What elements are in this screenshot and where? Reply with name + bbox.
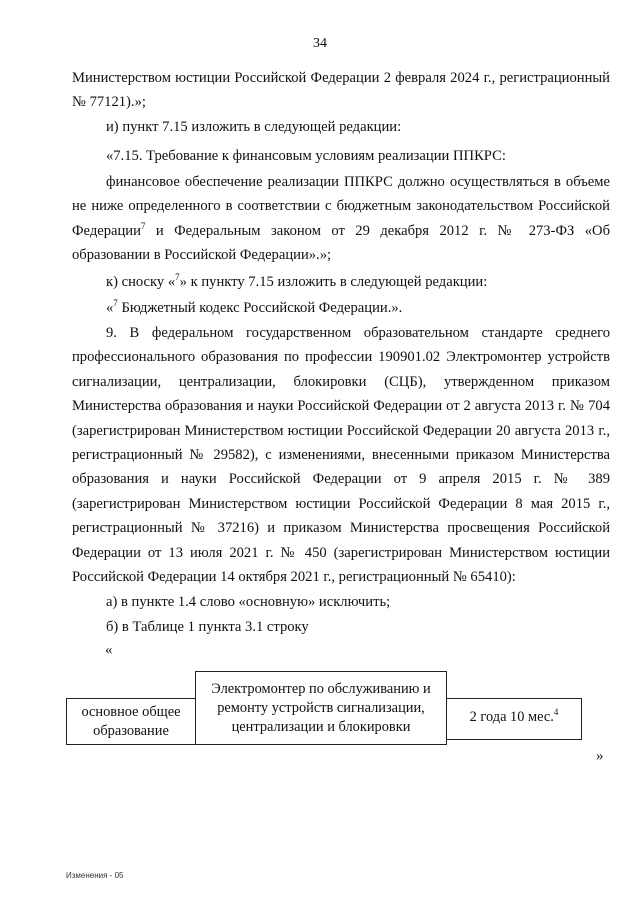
paragraph-text: [72, 296, 610, 320]
paragraph-text-part: к) сноску «: [106, 274, 176, 290]
page-number: 34: [313, 36, 327, 51]
paragraph-text: 9. В федеральном государственном образовательном стандарте среднего профессионального образования по профессии 190901.02 Электромонтер устройств сигнализации, централизации, блокировки (СЦБ), утвержденном приказом Министерства образования и науки Российской Федерации от 2 августа 2013 г. № 704 (зарегистрирован Министерством юстиции Российской Федерации 20 августа 2013 г., регистрационный № 29582), с изменениями, внесенными приказом Министерства образования и науки Российской Федерации от 9 апреля 2015 г. № 389 (зарегистрирован Министерством юстиции Российской Федерации 8 мая 2015 г., регистрационный № 37216) и приказом Министерства просвещения Российской Федерации от 13 июля 2021 г. № 450 (зарегистрирован Министерством юстиции Российской Федерации 14 октября 2021 г., регистрационный № 65410):: [72, 325, 610, 586]
paragraph-text: б) в Таблице 1 пункта 3.1 строку: [106, 619, 309, 635]
duration-value: 2 года 10 мес.: [469, 708, 554, 725]
paragraph-text-part: » к пункту 7.15 изложить в следующей редакции:: [179, 274, 488, 290]
paragraph-text-part: Бюджетный кодекс Российской Федерации.».: [117, 300, 403, 316]
paragraph-p6: [72, 296, 610, 320]
quote-open-mark: «: [105, 642, 113, 658]
table-cell-text: основное общее образование: [81, 703, 181, 739]
paragraph-p7: [72, 321, 610, 589]
footnote-ref: 7: [140, 220, 146, 231]
table-cell-profession: [195, 671, 447, 745]
paragraph-text: [72, 270, 610, 294]
paragraph-text: и) пункт 7.15 изложить в следующей редакции:: [106, 119, 402, 135]
quote-close-mark: »: [596, 748, 604, 764]
paragraph-p2: [72, 115, 610, 139]
paragraph-text: [72, 170, 610, 268]
paragraph-p9: [72, 615, 610, 639]
table-cell-text: [470, 708, 559, 727]
paragraph-text-part: и Федеральным законом от 29 декабря 2012 г. № 273-ФЗ «Об образовании в Российской Федерации».»;: [72, 222, 610, 264]
footnote-ref: 4: [553, 706, 559, 717]
footnote-ref: 7: [175, 272, 180, 283]
table-cell-level: [66, 698, 196, 745]
paragraph-p1: [72, 66, 610, 115]
paragraph-text-part: финансовое обеспечение реализации ППКРС должно осуществляться в объеме не ниже определенного в соответствии с бюджетным законодательством Российской Федерации: [72, 174, 610, 239]
paragraph-p4: [72, 170, 610, 268]
paragraph-text-part: «: [106, 300, 114, 316]
paragraph-text: «7.15. Требование к финансовым условиям реализации ППКРС:: [106, 148, 506, 164]
paragraph-text: а) в пункте 1.4 слово «основную» исключить;: [106, 594, 391, 610]
paragraph-p5: [72, 270, 610, 294]
table-cell-duration: [446, 698, 582, 740]
paragraph-p3: [72, 144, 610, 168]
page-footer: Изменения - 05: [66, 871, 124, 880]
footnote-ref: 7: [113, 298, 118, 309]
table-cell-text: Электромонтер по обслуживанию и ремонту устройств сигнализации, централизации и блокировки: [211, 680, 431, 735]
paragraph-p8: [72, 590, 610, 614]
paragraph-text: Министерством юстиции Российской Федерации 2 февраля 2024 г., регистрационный № 77121).»;: [72, 70, 610, 111]
